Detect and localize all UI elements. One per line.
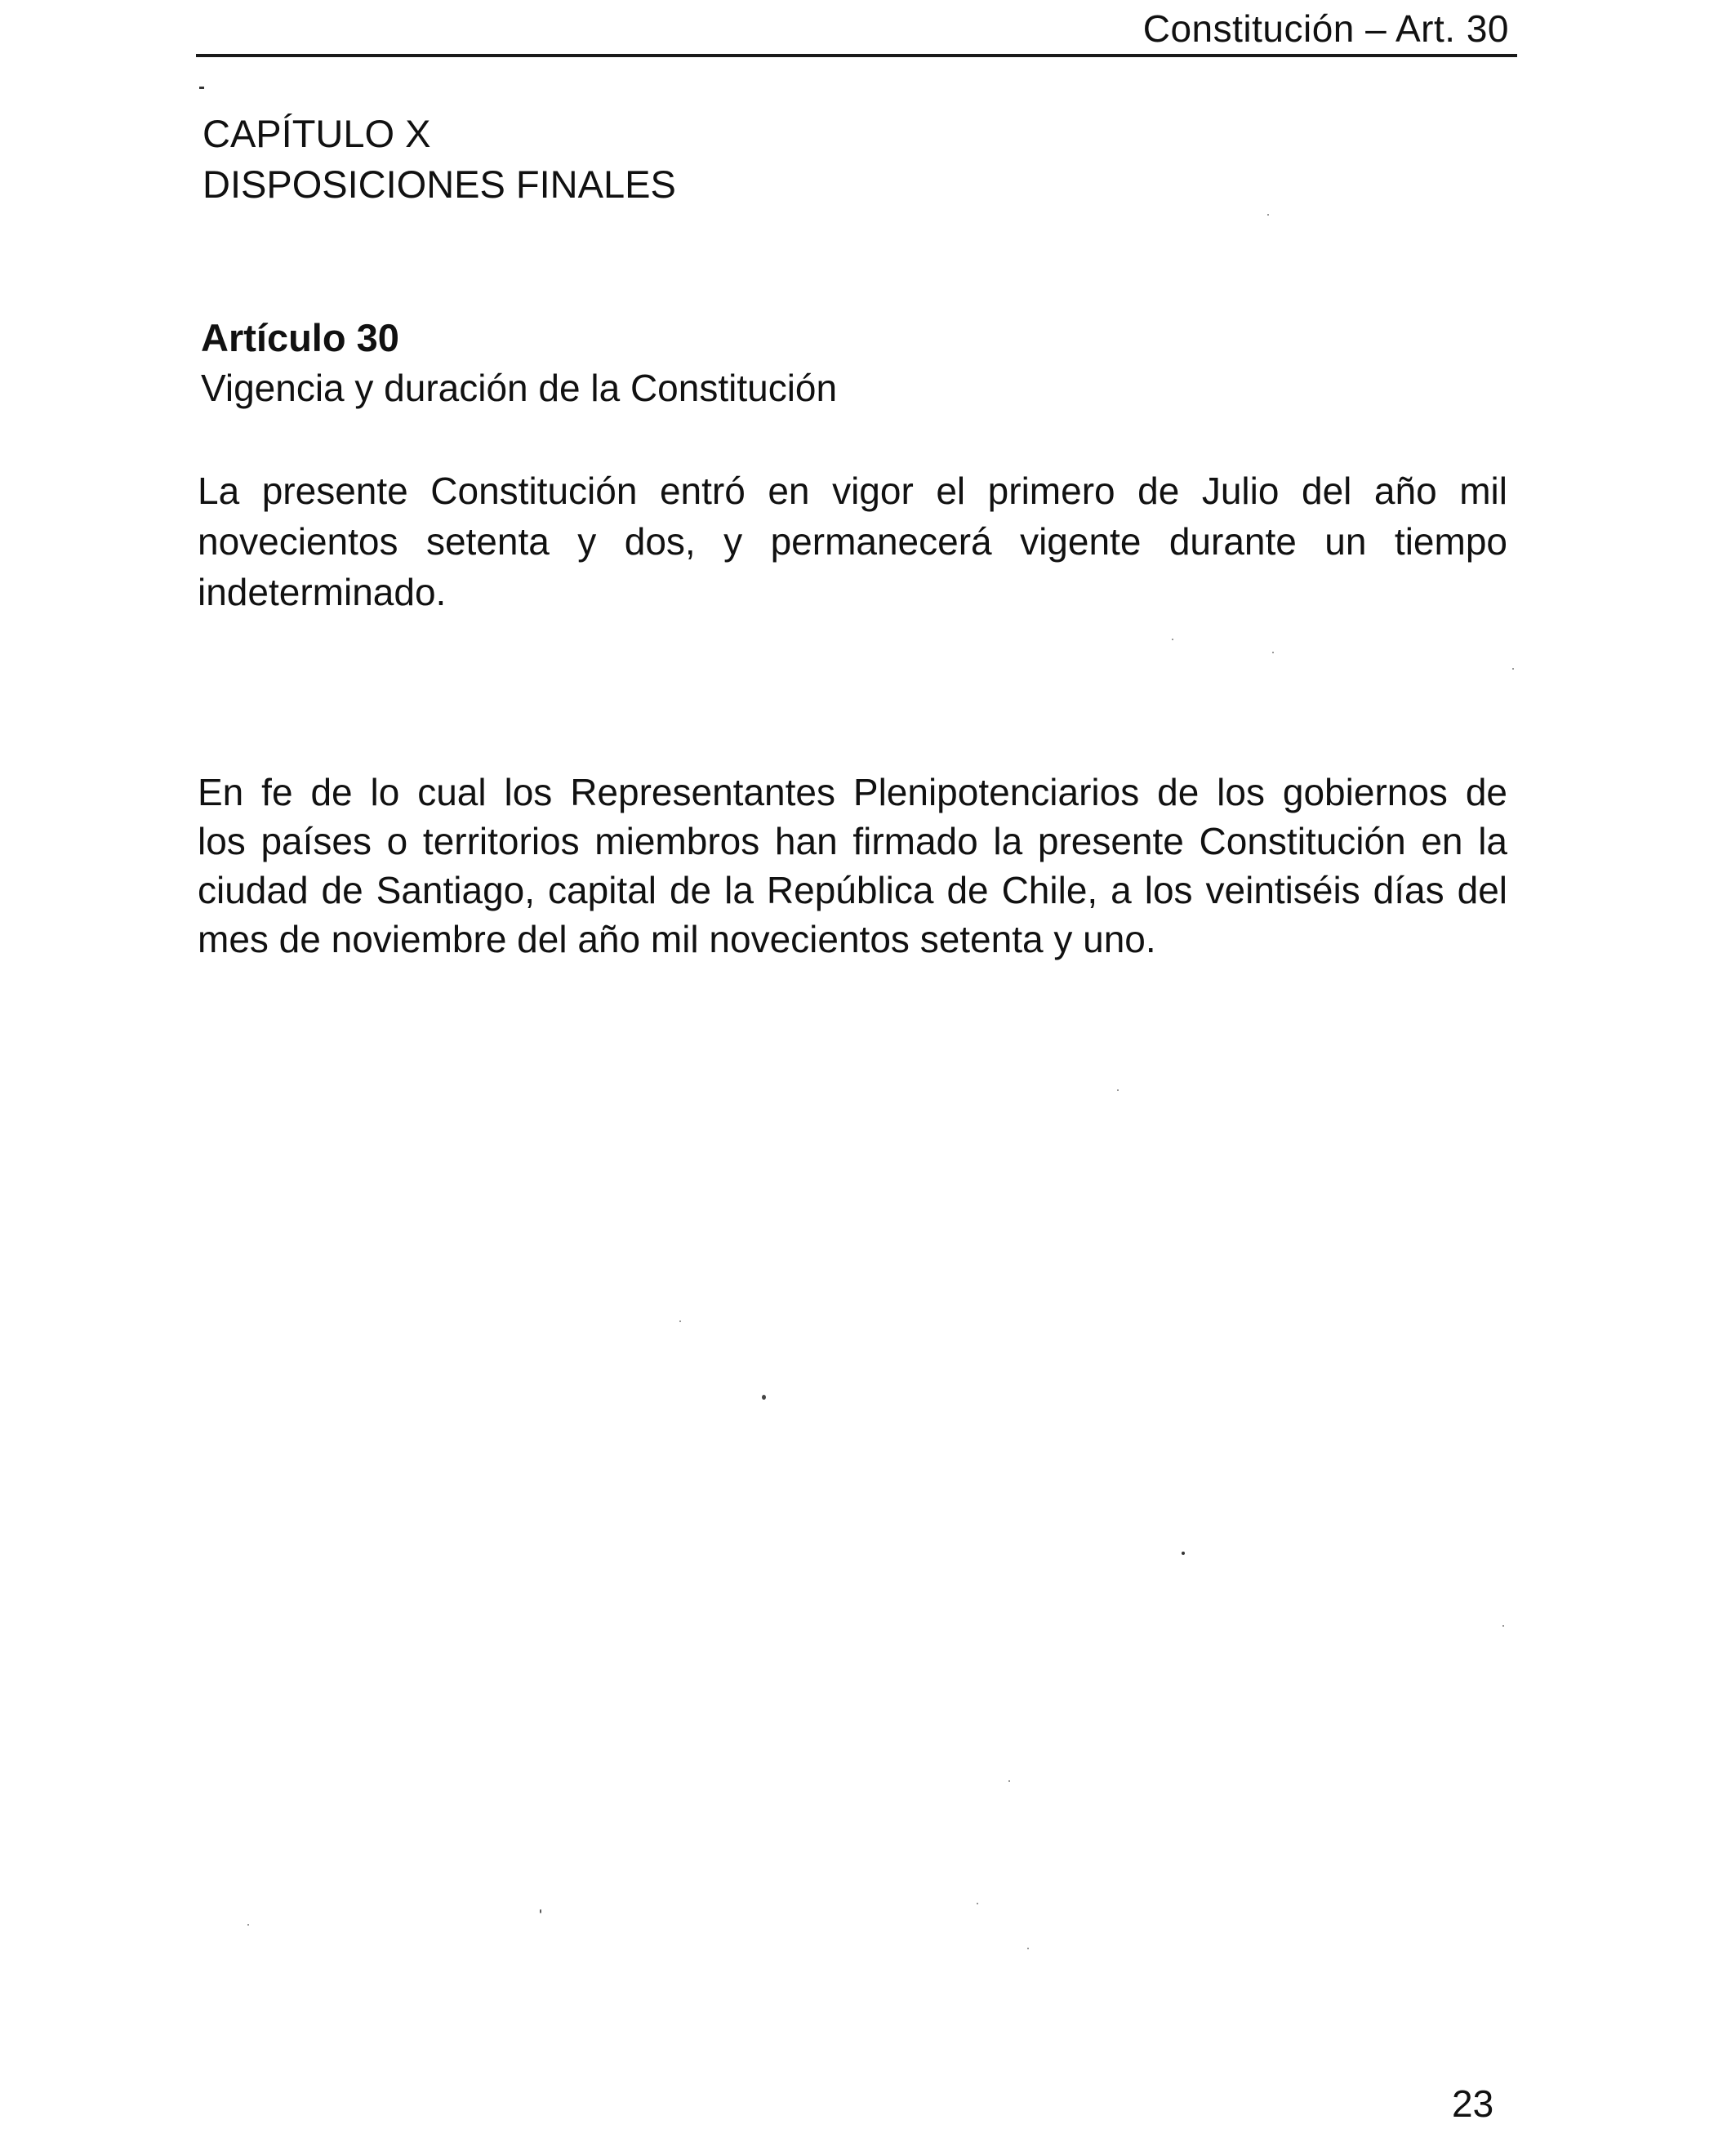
- paragraph-line: los países o territorios miembros han firmado la presente Constitución en la: [198, 820, 1507, 862]
- paragraph-line: En fe de lo cual los Representantes Plenipotenciarios de los gobiernos de: [198, 771, 1507, 813]
- article-number: Artículo 30: [201, 316, 399, 359]
- running-header: [196, 0, 1517, 57]
- page-number: 23: [1452, 2082, 1494, 2125]
- scan-speck: [762, 1395, 766, 1400]
- chapter-title: DISPOSICIONES FINALES: [203, 163, 676, 206]
- scan-speck: [1272, 652, 1274, 653]
- scan-speck: [1182, 1552, 1185, 1555]
- closing-paragraph: [198, 768, 1507, 964]
- scan-speck: [540, 1909, 541, 1913]
- article-paragraph: [198, 465, 1507, 617]
- article-heading: Vigencia y duración de la Constitución: [201, 367, 838, 409]
- scan-speck: [1008, 1780, 1010, 1782]
- scan-speck: [1172, 639, 1173, 640]
- chapter-number: CAPÍTULO X: [203, 112, 431, 155]
- scan-speck: [1502, 1625, 1504, 1627]
- paragraph-line: novecientos setenta y dos, y permanecerá vigente durante un tiempo: [198, 520, 1507, 563]
- scan-speck: [1027, 1948, 1029, 1949]
- scan-speck: [977, 1903, 978, 1904]
- paragraph-line: ciudad de Santiago, capital de la República de Chile, a los veintiséis días del: [198, 869, 1507, 911]
- paragraph-line: La presente Constitución entró en vigor el primero de Julio del año mil: [198, 470, 1507, 512]
- scan-speck: [679, 1320, 681, 1322]
- paragraph-line: mes de noviembre del año mil novecientos setenta y uno.: [198, 918, 1156, 960]
- paragraph-line: indeterminado.: [198, 571, 447, 613]
- scan-speck: [1267, 214, 1269, 216]
- running-header-title: Constitución – Art. 30: [1142, 7, 1509, 50]
- scan-speck: [1117, 1089, 1119, 1091]
- stray-mark: [199, 87, 204, 89]
- scan-speck: [247, 1924, 249, 1926]
- scan-speck: [1512, 668, 1514, 670]
